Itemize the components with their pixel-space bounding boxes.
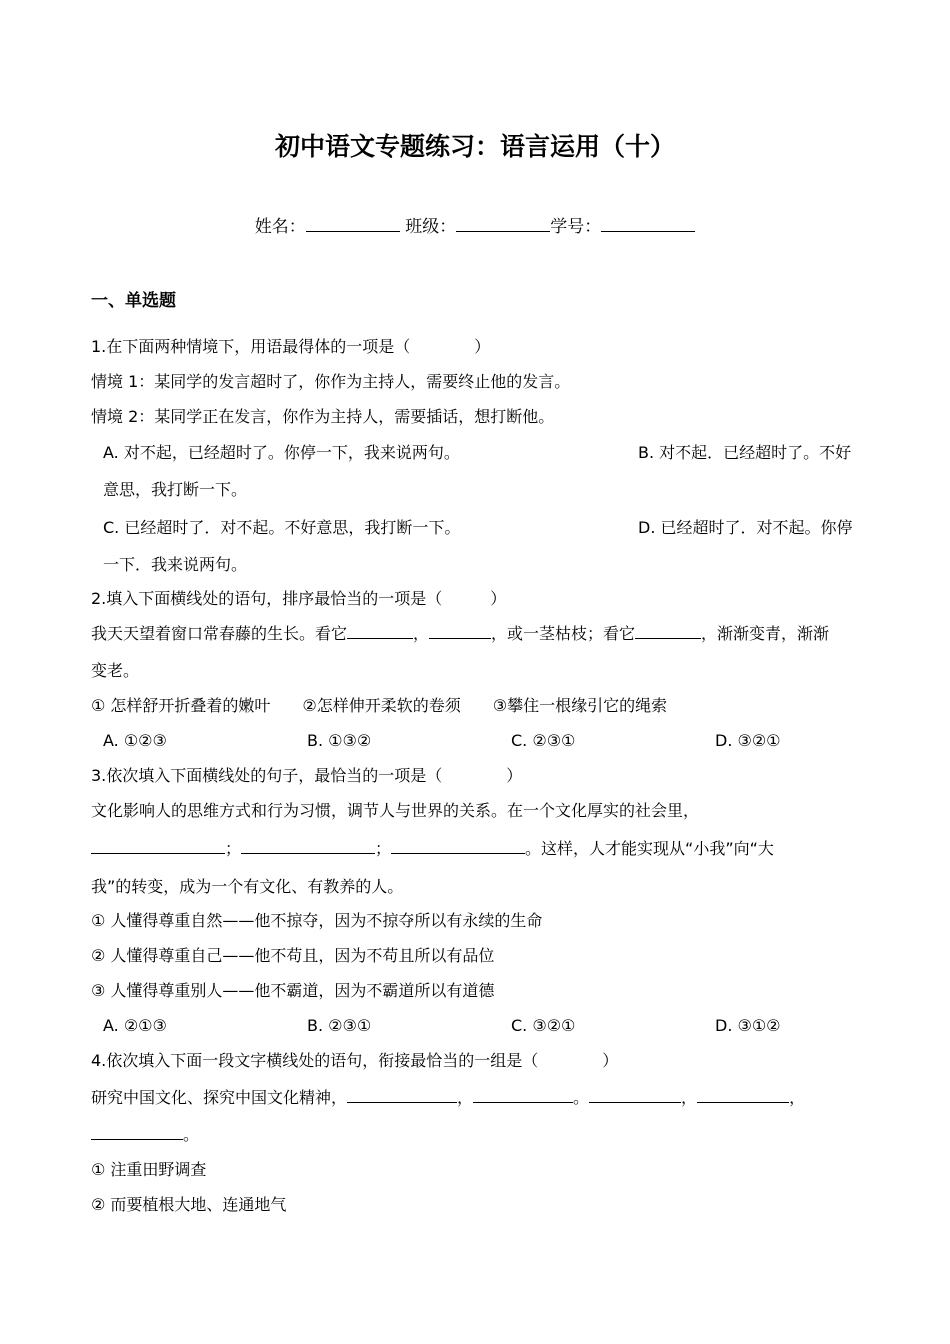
- q4-passage-line1: 研究中国文化、探究中国文化精神， ， 。 ， ，: [91, 1088, 806, 1107]
- q3-item-2: ② 人懂得尊重自己——他不苟且，因为不苟且所以有品位: [91, 946, 495, 965]
- class-label: 班级：: [405, 217, 457, 237]
- class-blank[interactable]: [456, 217, 550, 232]
- q1-option-d-cont: 一下．我来说两句。: [103, 555, 248, 574]
- q3-passage-line2: ； ； 。这样，人才能实现从“小我”向“大: [91, 838, 774, 860]
- page-title: 初中语文专题练习：语言运用（十）: [274, 132, 675, 161]
- q3-option-a[interactable]: A. ②①③: [103, 1016, 167, 1035]
- q2-items: ① 怎样舒开折叠着的嫩叶 ②怎样伸开柔软的卷须 ③攀住一根缘引它的绳索: [91, 696, 668, 715]
- q1-option-b[interactable]: B. 对不起．已经超时了。不好: [638, 443, 852, 462]
- q3-option-b[interactable]: B. ②③①: [307, 1016, 372, 1035]
- q3-item-3: ③ 人懂得尊重别人——他不霸道，因为不霸道所以有道德: [91, 981, 495, 1000]
- q2-passage-line2: 变老。: [91, 661, 140, 680]
- name-label: 姓名：: [254, 217, 306, 237]
- q2-option-b[interactable]: B. ①③②: [307, 731, 372, 750]
- student-info-line: [0, 216, 950, 238]
- q3-option-d[interactable]: D. ③①②: [715, 1016, 781, 1035]
- q1-option-d[interactable]: D. 已经超时了．对不起。你停: [638, 518, 853, 537]
- q3-item-1: ① 人懂得尊重自然——他不掠夺，因为不掠夺所以有永续的生命: [91, 911, 543, 930]
- q4-passage-line2: 。: [91, 1124, 199, 1146]
- q2-blank-3[interactable]: [635, 624, 701, 639]
- q2-option-c[interactable]: C. ②③①: [511, 731, 576, 750]
- q3-blank-1[interactable]: [91, 839, 225, 854]
- q2-option-d[interactable]: D. ③②①: [715, 731, 781, 750]
- q2-blank-1[interactable]: [347, 624, 413, 639]
- q3-option-c[interactable]: C. ③②①: [511, 1016, 576, 1035]
- q3-blank-2[interactable]: [241, 839, 375, 854]
- q1-situation-1: 情境 1：某同学的发言超时了，你作为主持人，需要终止他的发言。: [91, 372, 571, 391]
- q2-option-a[interactable]: A. ①②③: [103, 731, 167, 750]
- q4-blank-4[interactable]: [697, 1088, 789, 1103]
- q4-blank-3[interactable]: [589, 1088, 681, 1103]
- q4-item-2: ② 而要植根大地、连通地气: [91, 1195, 287, 1214]
- q2-stem: 2.填入下面横线处的语句，排序最恰当的一项是（ ）: [91, 589, 507, 608]
- q1-stem: 1.在下面两种情境下，用语最得体的一项是（ ）: [91, 337, 491, 356]
- q1-option-a[interactable]: A. 对不起，已经超时了。你停一下，我来说两句。: [103, 443, 460, 462]
- name-blank[interactable]: [306, 217, 400, 232]
- q3-passage-line1: 文化影响人的思维方式和行为习惯，调节人与世界的关系。在一个文化厚实的社会里，: [91, 801, 700, 820]
- q3-blank-3[interactable]: [391, 839, 525, 854]
- q2-blank-2[interactable]: [429, 624, 491, 639]
- q1-option-b-cont: 意思，我打断一下。: [103, 480, 248, 499]
- id-label: 学号：: [550, 217, 602, 237]
- q4-blank-2[interactable]: [473, 1088, 573, 1103]
- id-blank[interactable]: [601, 217, 695, 232]
- q2-passage-line1: 我天天望着窗口常春藤的生长。看它 ， ，或一茎枯枝；看它 ，渐渐变青，渐渐: [91, 624, 830, 643]
- q3-stem: 3.依次填入下面横线处的句子，最恰当的一项是（ ）: [91, 766, 523, 785]
- q3-passage-line3: 我”的转变，成为一个有文化、有教养的人。: [91, 877, 404, 896]
- q4-blank-1[interactable]: [347, 1088, 457, 1103]
- section-heading: 一、单选题: [91, 291, 176, 311]
- q4-blank-5[interactable]: [91, 1125, 183, 1140]
- q1-option-c[interactable]: C. 已经超时了．对不起。不好意思，我打断一下。: [103, 518, 461, 537]
- q4-stem: 4.依次填入下面一段文字横线处的语句，衔接最恰当的一组是（ ）: [91, 1051, 619, 1070]
- q4-item-1: ① 注重田野调查: [91, 1160, 207, 1179]
- q1-situation-2: 情境 2：某同学正在发言，你作为主持人，需要插话，想打断他。: [91, 407, 555, 426]
